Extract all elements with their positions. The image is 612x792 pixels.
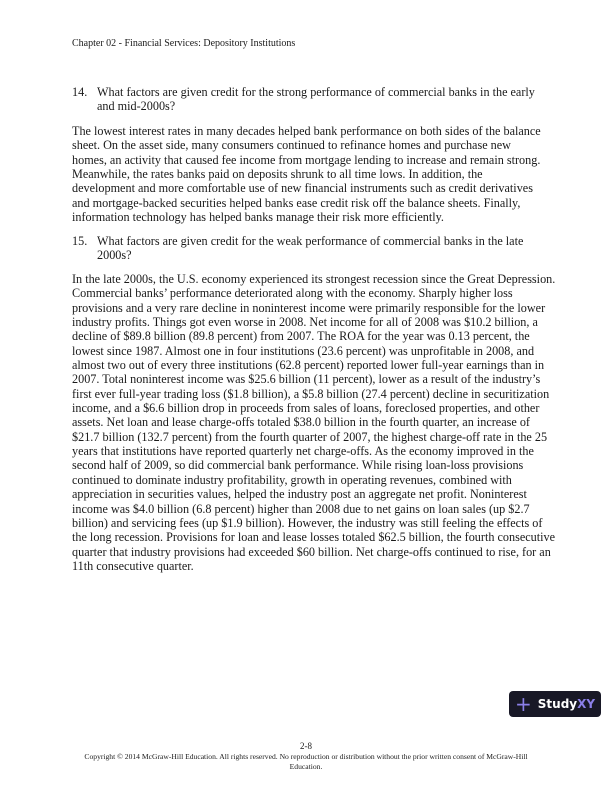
answer-line: first ever full-year trading loss ($1.8 billion), a $5.8 billion (27.4 percent) decline in securitization [72,386,550,401]
answer-line: 11th consecutive quarter. [72,558,194,573]
answer-line: decline of $89.8 billion (89.8 percent) from 2007. The ROA for the year was 0.13 percent, the [72,329,530,344]
question-line: What factors are given credit for the strong performance of commercial banks in the early [97,85,535,99]
copyright-line: Copyright © 2014 McGraw-Hill Education. All rights reserved. No reproduction or distribution without the prior written consent of McGraw-Hill [84,752,528,761]
answer-line: industry profits. Things got even worse in 2008. Net income for all of 2008 was $10.2 billion, a [72,315,538,330]
answer-line: continued to dominate industry profitability, growth in operating revenues, combined with [72,472,512,487]
question-number: 14. [72,85,88,99]
question-15 [72,234,552,263]
answer-line: and mortgage-backed securities helped banks ease credit risk off the balance sheets. Finally, [72,195,521,210]
answer-line: second half of 2009, so did commercial bank performance. While rising loan-loss provisions [72,458,524,473]
answer-line: The lowest interest rates in many decades helped bank performance on both sides of the balance [72,124,541,138]
answer-line: sheet. On the asset side, many consumers continued to refinance homes and purchase new [72,138,511,153]
plus-icon: + [515,692,532,716]
answer-line: Commercial banks’ performance deteriorated along with the economy. Sharply higher loss [72,286,513,301]
answer-line: 2007. Total noninterest income was $25.6 billion (11 percent), lower as a result of the industry’s [72,372,541,387]
answer-line: lowest since 1987. Almost one in four institutions (23.6 percent) was unprofitable in 2008, and [72,343,535,358]
answer-14 [72,124,552,224]
chapter-header: Chapter 02 - Financial Services: Depository Institutions [72,38,296,49]
page-number: 2-8 [300,741,312,751]
answer-line: quarter that industry provisions had exceeded $60 billion. Net charge-offs continued to rise, for an [72,544,551,559]
answer-line: information technology has helped banks manage their risk more efficiently. [72,210,444,225]
logo-prefix: Study [537,697,578,711]
answer-line: homes, an activity that caused fee income from mortgage lending to increase and remain strong. [72,152,541,167]
answer-15 [72,272,556,573]
answer-line: almost two out of every three institutions (62.8 percent) reported lower full-year earnings than in [72,358,545,373]
answer-line: development and more comfortable use of new financial instruments such as credit derivatives [72,181,533,196]
answer-line: years that institutions have reported quarterly net charge-offs. As the economy improved in the [72,444,534,459]
logo-suffix: XY [577,697,596,711]
answer-line: appreciation in securities values, helped the industry post an aggregate net profit. Noninterest [72,487,527,502]
question-line: What factors are given credit for the weak performance of commercial banks in the late [97,234,524,248]
answer-line: income, and a $6.6 billion drop in proceeds from sales of loans, foreclosed properties, and other [72,401,540,416]
question-14 [72,85,552,114]
answer-line: In the late 2000s, the U.S. economy experienced its strongest recession since the Great Depression. [72,272,556,286]
answer-line: $21.7 billion (132.7 percent) from the fourth quarter of 2007, the highest charge-off rate in the 25 [72,429,548,444]
studyxy-logo[interactable] [509,691,601,717]
copyright [60,752,552,771]
answer-line: assets. Net loan and lease charge-offs totaled $38.0 billion in the fourth quarter, an increase of [72,415,530,430]
answer-line: provisions and a very rare decline in noninterest income were primarily responsible for the lower [72,300,546,315]
question-number: 15. [72,234,88,248]
question-line: 2000s? [97,248,132,263]
copyright-line: Education. [289,761,323,771]
answer-line: the long recession. Provisions for loan and lease losses totaled $62.5 billion, the fourth consecutive [72,530,556,545]
answer-line: billion) and servicing fees (up $1.9 billion). However, the industry was still feeling the effects of [72,515,543,530]
question-line: and mid-2000s? [97,99,176,114]
answer-line: Meanwhile, the rates banks paid on deposits shrunk to all time lows. In addition, the [72,167,483,182]
answer-line: income was $4.0 billion (6.8 percent) higher than 2008 due to net gains on loan sales (up $2.7 [72,501,530,516]
